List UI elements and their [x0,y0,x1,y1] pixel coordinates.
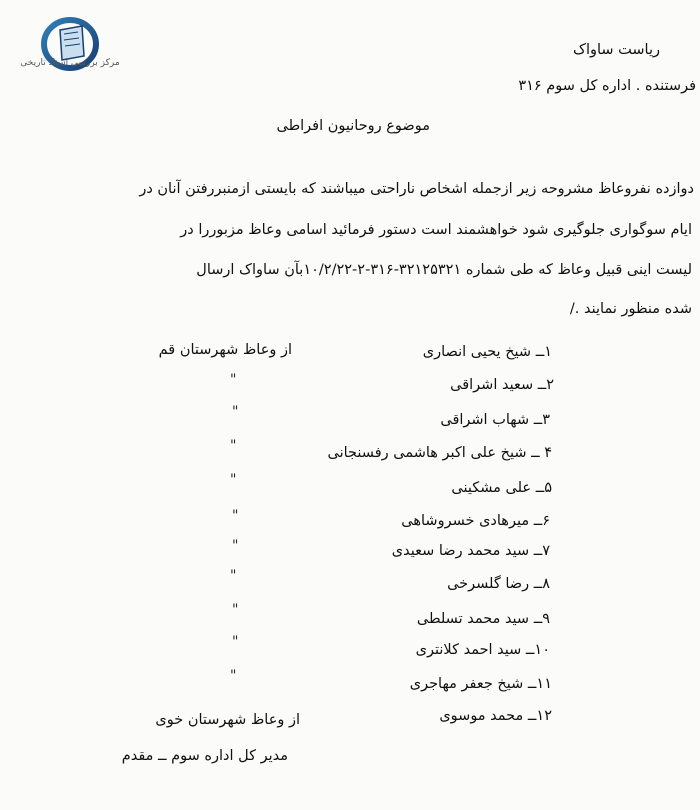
ditto-mark: " [230,472,237,488]
recipient-line: ریاست ساواک [572,42,660,58]
body-line-4: شده منظور نمایند ./ [569,301,692,317]
preacher-item-4: ۴ ــ شیخ علی اکبر هاشمی رفسنجانی [327,445,552,461]
archive-caption: مرکز بررسی اسناد تاریخی [20,58,120,68]
preacher-item-6: ۶ــ میرهادی خسروشاهی [401,513,550,529]
body-line-1: دوازده نفروعاظ مشروحه زیر ازجمله اشخاص ناراحتی میباشند که بایستی ازمنبررفتن آنان در [139,181,694,197]
preacher-item-3: ۳ــ شهاب اشراقی [440,412,550,428]
ditto-mark: " [232,404,239,420]
signature-line: مدیر کل اداره سوم ــ مقدم [121,748,288,764]
preacher-item-10: ۱۰ــ سید احمد کلانتری [415,642,550,658]
group-label-khoy: از وعاظ شهرستان خوی [155,712,300,728]
ditto-mark: " [232,538,239,554]
ditto-mark: " [230,372,237,388]
preacher-item-2: ۲ــ سعید اشراقی [450,377,554,393]
sender-line: فرستنده . اداره کل سوم ۳۱۶ [518,78,696,94]
preacher-item-12: ۱۲ــ محمد موسوی [439,708,552,724]
ditto-mark: " [230,668,237,684]
preacher-item-1: ۱ــ شیخ یحیی انصاری [422,344,552,360]
ditto-mark: " [232,508,239,524]
preacher-item-8: ۸ــ رضا گلسرخی [447,576,550,592]
preacher-item-5: ۵ــ علی مشکینی [451,480,552,496]
ditto-mark: " [232,602,239,618]
preacher-item-7: ۷ــ سید محمد رضا سعیدی [391,543,550,559]
ditto-mark: " [232,634,239,650]
group-label-qom: از وعاظ شهرستان قم [158,342,292,358]
preacher-item-9: ۹ــ سید محمد تسلطی [416,611,550,627]
ditto-mark: " [230,438,237,454]
ditto-mark: " [230,568,237,584]
body-line-3: لیست اینی قبیل وعاظ که طی شماره ۳۲۱۲۵۳۲۱-۳۱۶-۲-۱۰/۲/۲۲بآن ساواک ارسال [196,262,692,278]
body-line-2: ایام سوگواری جلوگیری شود خواهشمند است دستور فرمائید اسامی وعاظ مزبوررا در [180,222,692,238]
preacher-item-11: ۱۱ــ شیخ جعفر مهاجری [409,676,552,692]
subject-line: موضوع روحانیون افراطی [276,118,430,134]
